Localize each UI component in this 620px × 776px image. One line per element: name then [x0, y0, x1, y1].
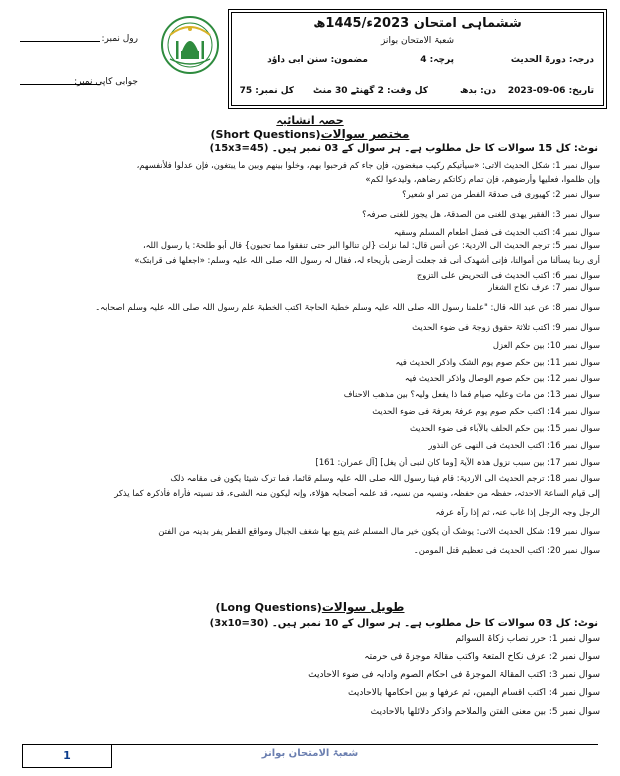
- section-heading: حصہ انشائیہ: [276, 114, 344, 127]
- short-question-line: سوال نمبر 18: ترجم الحدیث الی الاردیۃ: قام فینا رسول اللہ صلی اللہ علیہ وسلم قائما، فما ترک شیئا یکون فی مقامہ ذلک: [170, 473, 600, 483]
- long-question-line: سوال نمبر 2: عرف نکاح المتعۃ واکتب مقالۃ موجزۃ فی حرمتہ: [364, 652, 600, 662]
- exam-title: ششماہی امتحان 2023ء/1445ھ: [313, 16, 522, 31]
- short-question-line: سوال نمبر 20: اکتب الحدیث فی تعظیم قتل المومن۔: [413, 545, 600, 555]
- answer-copy-number-line: [20, 84, 100, 85]
- long-question-line: سوال نمبر 1: حرر نصاب زکاۃ السوائم: [455, 634, 600, 644]
- paper-number: پرچہ: 4: [420, 55, 454, 65]
- seal-logo-icon: [160, 15, 220, 75]
- short-question-line: سوال نمبر 19: شکل الحدیث الاتی: یوشک أن یکون خیر مال المسلم غنم یتبع بھا شغف الجبال ومواقع القطر یفر بدینہ من الفتن: [158, 526, 600, 536]
- grade: درجہ: دورۃ الحدیث: [510, 55, 594, 65]
- roll-number-line: [20, 41, 100, 42]
- short-question-line: سوال نمبر 17: بین سبب نزول ھذہ الآیۃ [وما کان لنبی أن یغل] [آل عمران: 161]: [315, 457, 600, 467]
- long-questions-title: [0, 600, 620, 614]
- long-questions-title-ur: طویل سوالات: [321, 600, 405, 614]
- page-number: 1: [22, 744, 112, 768]
- exam-board: شعبۃ الامتحان بوانز: [380, 36, 455, 46]
- short-questions-title: [0, 127, 620, 141]
- short-question-line: سوال نمبر 3: الفقیر یھدی للغنی من الصدقۃ، ھل یجوز للغنی صرفہ؟: [362, 209, 600, 219]
- short-question-line: سوال نمبر 2: کھیوری فی صدقۃ الفطر من تمر او شعیر؟: [402, 189, 600, 199]
- short-question-line: سوال نمبر 9: اکتب ثلاثۃ حقوق زوجۃ فی ضوء الحدیث: [412, 322, 600, 332]
- short-question-line: سوال نمبر 7: عرف نکاح الشغار: [488, 282, 600, 292]
- subject: مضمون: سنن ابی داؤد: [267, 55, 368, 65]
- short-question-line: سوال نمبر 12: بین حکم صوم الوصال واذکر الحدیث فیہ: [404, 373, 600, 383]
- long-question-line: سوال نمبر 4: اکتب اقسام الیمین، ثم عرفھا و بین احکامھا بالاحادیث: [348, 688, 600, 698]
- answer-copy-number-field[interactable]: [20, 77, 138, 87]
- footer-board-name: شعبۃ الامتحان بوانز: [261, 748, 359, 759]
- short-question-line: سوال نمبر 5: ترجم الحدیث الی الاردیۃ: عن أنس قال: لما نزلت {لن تنالوا البر حتی تنفقوا مما تحبون} قال أبو طلحۃ: یا رسول اللہ،: [142, 240, 600, 250]
- short-questions-title-en: (Short Questions): [210, 128, 321, 141]
- short-question-line: أری ربنا یسألنا من أموالنا، فإنی أشھدک أنی قد جعلت أرضی بأریحاء لہ، فقال لہ رسول اللہ صلی اللہ علیہ وسلم: «اجعلھا فی قرابتک»: [134, 255, 600, 265]
- long-question-line: سوال نمبر 5: بین معنی الفتن والملاحم واذکر دلائلھا بالاحادیث: [370, 707, 600, 717]
- short-question-line: وإن ظلموا، فعلیھا وأرضوھم، فإن تمام زکاتکم رضاھم، ولیدعوا لکم»: [365, 174, 600, 184]
- exam-date: تاریخ: 06-09-2023: [507, 86, 594, 96]
- short-question-line: سوال نمبر 4: اکتب الحدیث فی فضل اطعام المسلم وسقیہ: [393, 227, 600, 237]
- long-questions-note: نوٹ: کل 03 سوالات کا حل مطلوب ہے۔ ہر سوال کے 10 نمبر ہیں۔ (3x10=30): [209, 618, 598, 629]
- short-question-line: سوال نمبر 13: من مات وعلیہ صیام فما ذا یفعل ولیہ؟ بین مذھب الاحناف: [343, 389, 600, 399]
- short-question-line: سوال نمبر 6: اکتب الحدیث فی التحریض علی التزوج: [416, 270, 600, 280]
- short-question-line: سوال نمبر 16: اکتب الحدیث فی النھی عن النذور: [428, 440, 600, 450]
- long-question-line: سوال نمبر 3: اکتب المقالۃ الموجزۃ فی احکام الصوم وآدابہ فی ضوء الاحادیث: [308, 670, 600, 680]
- exam-day: دن: بدھ: [459, 86, 496, 96]
- roll-number-label: رول نمبر:: [101, 34, 138, 44]
- answer-copy-number-label: جوابی کاپی نمبر:: [74, 77, 138, 87]
- short-question-line: الرجل وجہ الرجل إذا غاب عنہ، ثم إذا رآہ عرفہ: [435, 507, 600, 517]
- long-questions-title-en: (Long Questions): [215, 601, 322, 614]
- short-question-line: سوال نمبر 15: بین حکم الحلف بالآباء فی ضوء الحدیث: [410, 423, 600, 433]
- exam-info-box: [228, 9, 607, 109]
- short-question-line: سوال نمبر 14: اکتب حکم صوم یوم عرفۃ بعرفۃ فی ضوء الحدیث: [372, 406, 600, 416]
- short-question-line: سوال نمبر 11: بین حکم صوم یوم الشک واذکر الحدیث فیہ: [395, 357, 600, 367]
- short-question-line: سوال نمبر 1: شکل الحدیث الاتی: «سیأتیکم رکیب مبغضون، فإن جاء کم فرحبوا بھم، وخلوا بینھم وبین ما یبتغون، فإن عدلوا فلأنفسھم،: [136, 160, 600, 170]
- short-question-line: إلی قیام الساعۃ الاحدثہ، حفظہ من حفظہ، ونسیہ من نسیہ، قد علمہ أصحابہ ھؤلاء، وإنہ لیکون منہ الشیء، قد نسیتہ فأراہ فأذکرہ کما یذکر: [114, 488, 600, 498]
- short-question-line: سوال نمبر 10: بین حکم العزل: [492, 340, 600, 350]
- total-time: کل وقت: 2 گھنٹے 30 منٹ: [313, 86, 428, 96]
- short-question-line: سوال نمبر 8: عن عبد اللہ قال: "علمنا رسول اللہ صلی اللہ علیہ وسلم خطبۃ الحاجۃ اکتب الخطبۃ علم رسول اللہ صلی اللہ علیہ وسلم اصحابہ۔: [95, 302, 600, 312]
- total-marks: کل نمبر: 75: [239, 86, 294, 96]
- roll-number-field[interactable]: [20, 34, 138, 44]
- short-questions-note: نوٹ: کل 15 سوالات کا حل مطلوب ہے۔ ہر سوال کے 03 نمبر ہیں۔ (15x3=45): [209, 143, 598, 154]
- short-questions-title-ur: مختصر سوالات: [320, 127, 410, 141]
